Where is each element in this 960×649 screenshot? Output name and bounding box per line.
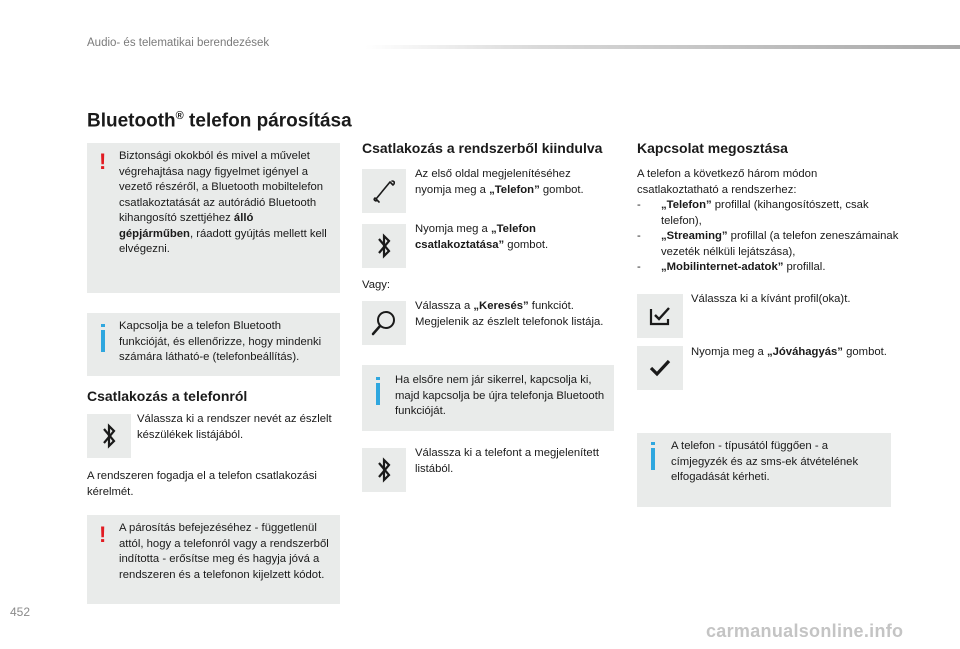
- checkmark-icon-box: [637, 346, 683, 390]
- section-title-sharing: Kapcsolat megosztása: [637, 140, 788, 156]
- phone-icon: [371, 178, 397, 204]
- step-select-system-name: Válassza ki a rendszer nevét az észlelt készülékek listájából.: [137, 413, 332, 441]
- step-text-part: Nyomja meg a: [415, 223, 491, 235]
- info-box-retry: [362, 365, 614, 431]
- info-icon: [101, 330, 105, 352]
- section-title-from-system: Csatlakozás a rendszerből kiindulva: [362, 140, 603, 156]
- step-text-part: Az első oldal megjelenítéséhez nyomja meg a: [415, 168, 571, 196]
- bluetooth-icon: [376, 232, 392, 260]
- bluetooth-icon-box: [362, 448, 406, 492]
- step-press-phone: [415, 167, 610, 198]
- warning-box-safety: [87, 143, 340, 293]
- or-text: Vagy:: [362, 279, 391, 291]
- step-text-part: Válassza a: [415, 300, 474, 312]
- header-divider: [365, 45, 960, 49]
- step-text-part: gombot.: [539, 183, 584, 196]
- info-icon: [651, 448, 655, 470]
- step-text-part: gombot.: [504, 238, 549, 251]
- exclamation-icon: !: [99, 149, 107, 174]
- step-text-bold: „Jóváhagyás”: [766, 346, 843, 358]
- step-press-phone-connect: [415, 222, 610, 253]
- bluetooth-icon: [101, 422, 117, 450]
- step-select-profile: Válassza ki a kívánt profil(oka)t.: [691, 293, 851, 305]
- header-title: Audio- és telematikai berendezések: [87, 37, 270, 49]
- step-text-part: Nyomja meg a: [691, 346, 767, 358]
- search-icon: [369, 308, 399, 338]
- list-item-bold: „Mobilinternet-adatok”: [661, 261, 784, 273]
- info-text-contacts: A telefon - típusától függően - a címjegyzék és az sms-ek átvételének elfogadását kérheti.: [671, 440, 859, 483]
- step-select-phone: Válassza ki a telefont a megjelenített listából.: [415, 447, 599, 475]
- section-title-from-phone: Csatlakozás a telefonról: [87, 388, 248, 404]
- list-item-bold: „Streaming”: [661, 230, 728, 242]
- title-text: Bluetooth: [87, 110, 176, 132]
- list-item: [637, 260, 899, 276]
- exclamation-icon: !: [99, 522, 107, 547]
- info-text-retry: Ha elsőre nem jár sikerrel, kapcsolja ki, majd kapcsolja be újra telefonja Bluetooth funkcióját.: [395, 374, 605, 417]
- profile-check-icon: [648, 305, 672, 327]
- info-icon: [376, 383, 380, 405]
- list-item: [637, 229, 899, 260]
- warning-text-bold: álló gépjárműben: [119, 212, 254, 240]
- phone-icon-box: [362, 169, 406, 213]
- step-text-bold: „Telefon csatlakoztatása”: [415, 223, 536, 251]
- step-text-bold: „Telefon”: [489, 183, 540, 196]
- bluetooth-icon-box: [362, 224, 406, 268]
- info-text-bluetooth-on: Kapcsolja be a telefon Bluetooth funkcióját, és ellenőrizze, hogy mindenki számára látható-e (telefonbeállítás).: [119, 320, 322, 363]
- list-item-text: profillal (a telefon zeneszámainak vezeték nélküli lejátszása),: [661, 230, 899, 258]
- warning-text-safety: [119, 149, 329, 258]
- title-rest: telefon párosítása: [183, 110, 352, 132]
- step-text-part: gombot.: [842, 346, 887, 358]
- step-press-confirm: [691, 345, 891, 361]
- page-title: [87, 110, 352, 132]
- title-registered-mark: ®: [175, 110, 184, 122]
- sharing-intro: A telefon a következő három módon csatlakoztatható a rendszerhez:: [637, 168, 818, 196]
- search-icon-box: [362, 301, 406, 345]
- list-item-text: profillal.: [783, 261, 826, 273]
- bluetooth-icon: [376, 456, 392, 484]
- bluetooth-icon-box: [87, 414, 131, 458]
- info-box-contacts: [637, 433, 891, 507]
- list-item-text: profillal (kihangosítószett, csak telefon),: [661, 199, 869, 227]
- warning-text-part: , ráadott gyújtás mellett kell elvégezni.: [119, 227, 327, 255]
- checkmark-icon: [649, 359, 671, 377]
- list-item: [637, 198, 899, 229]
- page-number: 452: [10, 605, 31, 619]
- step-text-part: funkciót. Megjelenik az észlelt telefonok listája.: [415, 300, 604, 328]
- step-text-bold: „Keresés”: [473, 300, 529, 312]
- watermark: carmanualsonline.info: [706, 621, 904, 641]
- profile-check-icon-box: [637, 294, 683, 338]
- list-item-bold: „Telefon”: [661, 199, 712, 211]
- warning-box-pairing: [87, 515, 340, 604]
- warning-text-part: Biztonsági okokból és mivel a művelet végrehajtása nagy figyelmet igényel a vezető részéről, a Bluetooth mobiltelefon csatlakoztatását az autórádió Bluetooth kihangosító szettjéhez: [119, 150, 324, 224]
- accept-request-text: A rendszeren fogadja el a telefon csatlakozási kérelmét.: [87, 470, 317, 498]
- warning-text-pairing: A párosítás befejezéséhez - függetlenül attól, hogy a telefonról vagy a rendszerből indította - erősítse meg és hagyja jóvá a rendszeren és a telefonon kijelzett kódot.: [119, 522, 329, 581]
- profile-list: [637, 198, 899, 276]
- step-select-search: [415, 299, 610, 330]
- info-box-bluetooth-on: [87, 313, 340, 376]
